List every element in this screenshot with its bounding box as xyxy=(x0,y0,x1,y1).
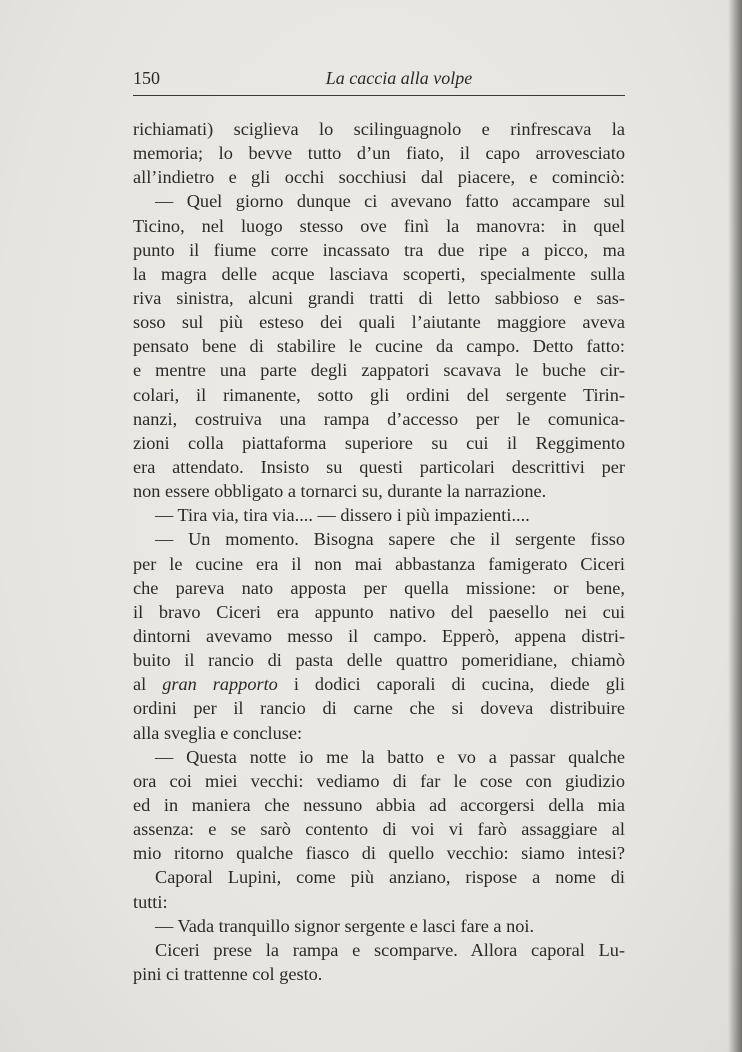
text-line: Ticino, nel luogo stesso ove finì la manovra: in quel xyxy=(133,215,625,236)
text-line: colari, il rimanente, sotto gli ordini del sergente Tirin- xyxy=(133,384,625,405)
text-line: pensato bene di stabilire le cucine da campo. Detto fatto: xyxy=(133,336,625,357)
text-line: e mentre una parte degli zappatori scavava le buche cir- xyxy=(133,360,625,381)
text-line: buito il rancio di pasta delle quattro pomeridiane, chiamò xyxy=(133,650,625,671)
text-line: zioni colla piattaforma superiore su cui il Reggimento xyxy=(133,432,625,453)
text-line: ora coi miei vecchi: vediamo di far le cose con giudizio xyxy=(133,770,625,791)
text-line: — Un momento. Bisogna sapere che il sergente fisso xyxy=(155,529,625,550)
running-head xyxy=(133,64,625,94)
text-line: all’indietro e gli occhi socchiusi dal piacere, e cominciò: xyxy=(133,167,625,188)
text-line: la magra delle acque lasciava scoperti, specialmente sulla xyxy=(133,263,625,284)
running-title: La caccia alla volpe xyxy=(325,68,473,88)
text-line: pini ci trattenne col gesto. xyxy=(133,963,323,984)
text-line: ordini per il rancio di carne che si doveva distribuire xyxy=(133,698,625,719)
page-edge-shadow xyxy=(728,0,742,1052)
text-line: riva sinistra, alcuni grandi tratti di letto sabbioso e sas- xyxy=(133,287,625,308)
text-line: al gran rapporto i dodici caporali di cucina, diede gli xyxy=(133,674,625,695)
header-rule xyxy=(133,95,625,96)
text-line: — Vada tranquillo signor sergente e lasci fare a noi. xyxy=(155,915,535,936)
italic-phrase: gran rapporto xyxy=(162,674,278,695)
text-line: punto il fiume corre incassato tra due ripe a picco, ma xyxy=(133,239,625,260)
text-line: richiamati) sciglieva lo scilinguagnolo e rinfrescava la xyxy=(133,119,625,139)
text-line: che pareva nato apposta per quella missione: or bene, xyxy=(133,577,625,598)
text-line: Caporal Lupini, come più anziano, rispose a nome di xyxy=(155,867,625,888)
text-line: assenza: e se sarò contento di voi vi farò assaggiare al xyxy=(133,819,625,840)
body-text xyxy=(133,117,625,986)
text-line: — Quel giorno dunque ci avevano fatto accampare sul xyxy=(155,191,625,212)
text-line: non essere obbligato a tornarci su, durante la narrazione. xyxy=(133,481,547,502)
text-line: era attendato. Insisto su questi particolari descrittivi per xyxy=(133,456,625,477)
text-line: — Tira via, tira via.... — dissero i più impazienti.... xyxy=(155,505,530,526)
text-line: — Questa notte io me la batto e vo a passar qualche xyxy=(155,746,625,767)
text-line: tutti: xyxy=(133,891,168,912)
text-line: dintorni avevamo messo il campo. Epperò, appena distri- xyxy=(133,625,625,646)
text-line: per le cucine era il non mai abbastanza famigerato Ciceri xyxy=(133,553,625,574)
text-line: soso sul più esteso dei quali l’aiutante maggiore aveva xyxy=(133,312,625,333)
text-line: nanzi, costruiva una rampa d’accesso per le comunica- xyxy=(133,408,625,429)
text-line: Ciceri prese la rampa e scomparve. Allora caporal Lu- xyxy=(155,939,625,960)
text-line: alla sveglia e concluse: xyxy=(133,722,303,743)
text-line: mio ritorno qualche fiasco di quello vecchio: siamo intesi? xyxy=(133,843,625,864)
text-line: il bravo Ciceri era appunto nativo del paesello nei cui xyxy=(133,601,625,622)
text-line: ed in maniera che nessuno abbia ad accorgersi della mia xyxy=(133,794,625,815)
text-line: memoria; lo bevve tutto d’un fiato, il capo arrovesciato xyxy=(133,143,625,164)
page-number: 150 xyxy=(133,68,160,88)
